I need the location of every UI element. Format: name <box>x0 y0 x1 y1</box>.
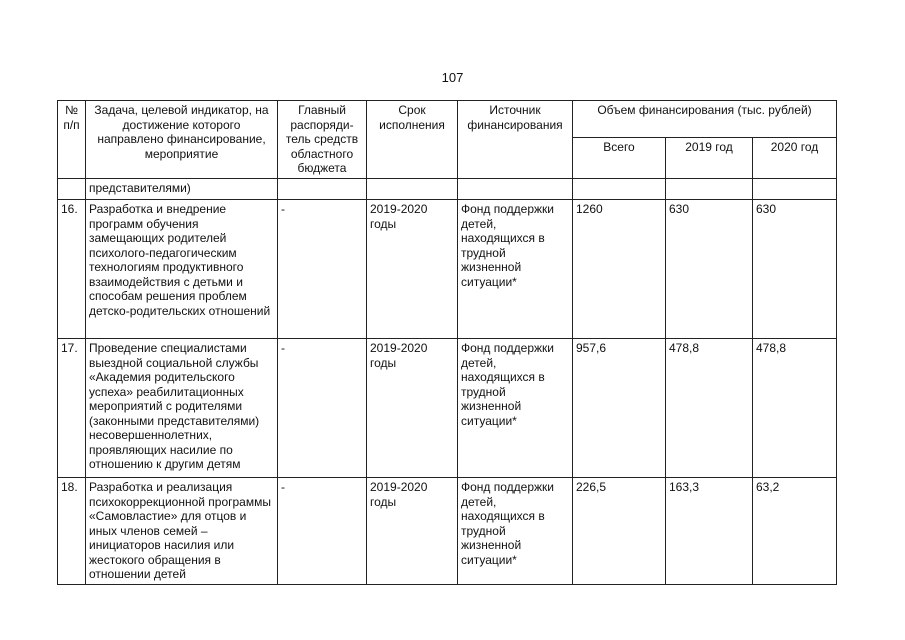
header-total: Всего <box>573 138 666 179</box>
cell-manager: - <box>278 339 367 478</box>
cell-2019: 478,8 <box>666 339 753 478</box>
cell-source: Фонд поддержки детей, находящихся в трудной жизненной ситуации* <box>458 339 573 478</box>
cell-total: 957,6 <box>573 339 666 478</box>
cell-term: 2019-2020 годы <box>367 200 458 339</box>
cell-num: 17. <box>58 339 86 478</box>
financing-table <box>57 100 837 585</box>
cell-2019 <box>666 179 753 200</box>
cell-source: Фонд поддержки детей, находящихся в трудной жизненной ситуации* <box>458 478 573 585</box>
header-task: Задача, целевой индикатор, на достижение которого направлено финансирование, мероприятие <box>86 101 278 179</box>
table-row <box>58 478 837 585</box>
cell-2020: 630 <box>753 200 837 339</box>
table-row <box>58 200 837 339</box>
table-row <box>58 339 837 478</box>
cell-task: Проведение специалистами выездной социальной службы «Академия родительского успеха» реабилитационных мероприятий с родителями (законными представителями) несовершеннолетних, проявляющих насилие по отношению к другим детям <box>86 339 278 478</box>
header-2020: 2020 год <box>753 138 837 179</box>
cell-2020 <box>753 179 837 200</box>
cell-source <box>458 179 573 200</box>
cell-2020: 63,2 <box>753 478 837 585</box>
header-volume: Объем финансирования (тыс. рублей) <box>573 101 837 138</box>
header-source: Источник финансирования <box>458 101 573 179</box>
cell-num: 18. <box>58 478 86 585</box>
header-term: Срок исполнения <box>367 101 458 179</box>
cell-total: 226,5 <box>573 478 666 585</box>
cell-manager: - <box>278 478 367 585</box>
cell-source: Фонд поддержки детей, находящихся в трудной жизненной ситуации* <box>458 200 573 339</box>
cell-manager <box>278 179 367 200</box>
cell-num: 16. <box>58 200 86 339</box>
header-num: № п/п <box>58 101 86 179</box>
page-number: 107 <box>441 70 464 85</box>
cell-task: Разработка и внедрение программ обучения замещающих родителей психолого-педагогическим технологиям продуктивного взаимодействия с детьми и способам решения проблем детско-родительских отношений <box>86 200 278 339</box>
table-header <box>58 101 837 179</box>
cell-term <box>367 179 458 200</box>
continuation-row <box>58 179 837 200</box>
cell-2020: 478,8 <box>753 339 837 478</box>
cell-2019: 630 <box>666 200 753 339</box>
cell-num <box>58 179 86 200</box>
cell-task: представителями) <box>86 179 278 200</box>
cell-term: 2019-2020 годы <box>367 478 458 585</box>
cell-task: Разработка и реализация психокоррекционной программы «Самовластие» для отцов и иных членов семей – инициаторов насилия или жестокого обращения в отношении детей <box>86 478 278 585</box>
cell-manager: - <box>278 200 367 339</box>
cell-2019: 163,3 <box>666 478 753 585</box>
cell-total <box>573 179 666 200</box>
header-2019: 2019 год <box>666 138 753 179</box>
cell-total: 1260 <box>573 200 666 339</box>
cell-term: 2019-2020 годы <box>367 339 458 478</box>
header-manager: Главный распоряди-тель средств областного бюджета <box>278 101 367 179</box>
